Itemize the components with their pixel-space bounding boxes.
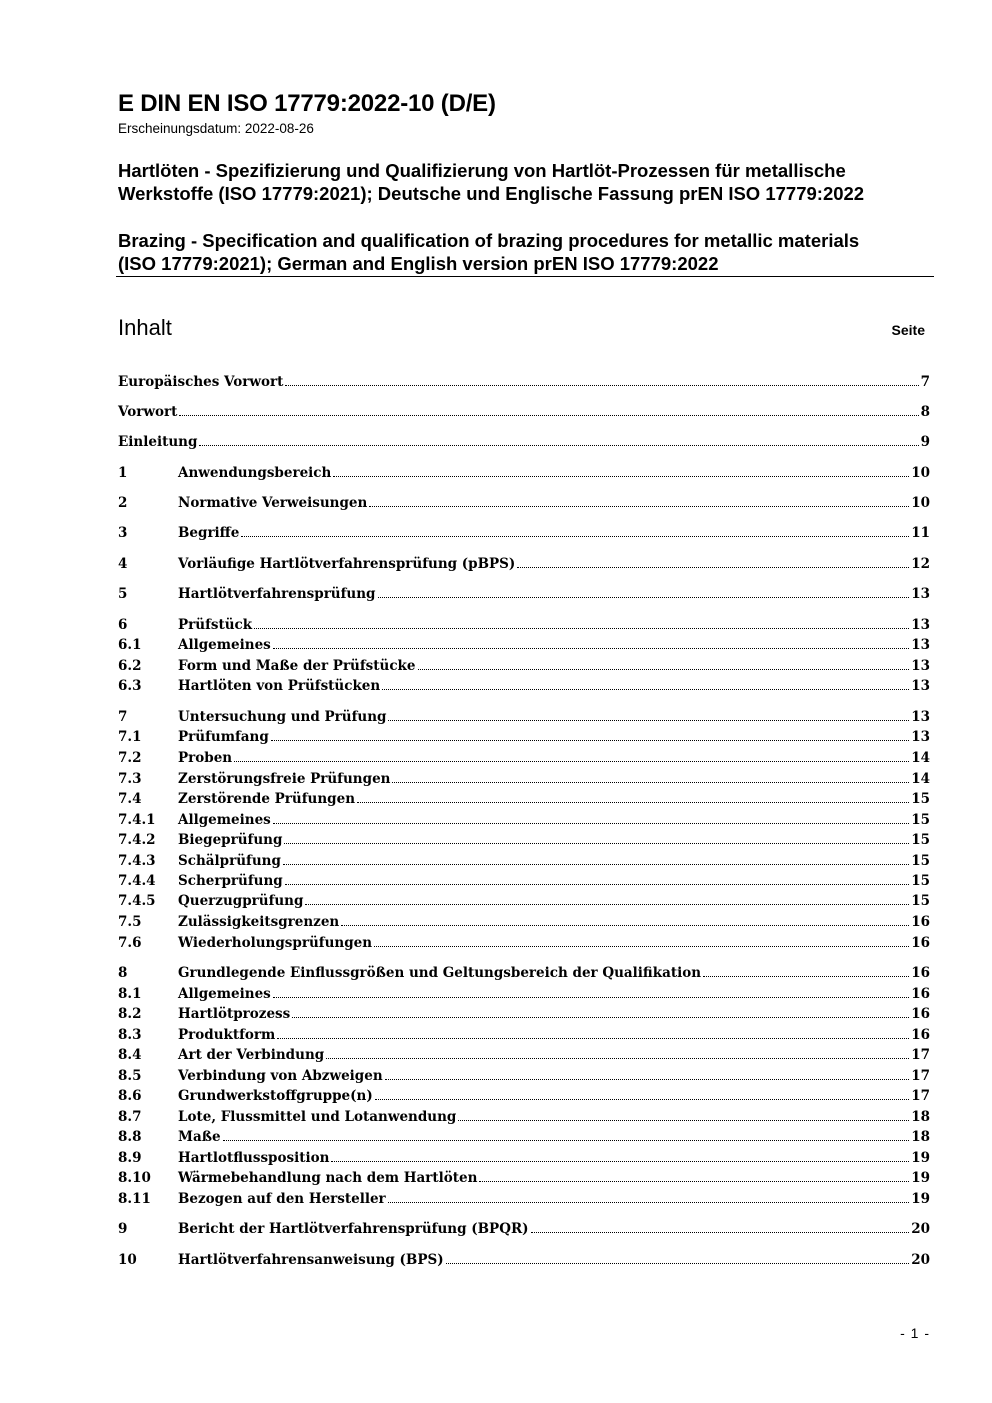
- toc-entry-number: 8.11: [118, 1191, 151, 1207]
- toc-entry[interactable]: [118, 748, 930, 768]
- toc-entry-number: 7.1: [118, 729, 142, 745]
- toc-entry-title: Anwendungsbereich: [178, 465, 332, 481]
- page-number: - 1 -: [900, 1325, 930, 1341]
- toc-dot-leader: [374, 945, 909, 947]
- toc-entry-title: Form und Maße der Prüfstücke: [178, 658, 416, 674]
- toc-entry-number: 8.10: [118, 1170, 151, 1186]
- toc-entry[interactable]: [118, 1066, 930, 1086]
- toc-entry-number: 8.5: [118, 1068, 142, 1084]
- toc-entry-number: 8.4: [118, 1047, 142, 1063]
- toc-dot-leader: [273, 822, 909, 824]
- toc-entry[interactable]: [118, 727, 930, 747]
- toc-dot-leader: [382, 688, 909, 690]
- toc-entry-page: 15: [911, 893, 930, 909]
- toc-entry[interactable]: [118, 769, 930, 789]
- toc-entry[interactable]: [118, 1086, 930, 1106]
- toc-dot-leader: [375, 1098, 909, 1100]
- toc-entry[interactable]: [118, 402, 930, 422]
- toc-dot-leader: [517, 566, 909, 568]
- toc-entry-page: 9: [920, 434, 930, 450]
- toc-entry-page: 16: [911, 1006, 930, 1022]
- toc-entry-title: Produktform: [178, 1027, 276, 1043]
- toc-entry[interactable]: [118, 372, 930, 392]
- toc-dot-leader: [283, 863, 909, 865]
- toc-entry-title: Bericht der Hartlötverfahrensprüfung (BPQR): [178, 1221, 529, 1237]
- toc-entry-title: Querzugprüfung: [178, 893, 304, 909]
- toc-entry-title: Schälprüfung: [178, 853, 281, 869]
- toc-entry[interactable]: [118, 851, 930, 871]
- toc-entry-page: 16: [911, 935, 930, 951]
- toc-entry-title: Einleitung: [118, 434, 198, 450]
- toc-entry-page: 13: [911, 586, 930, 602]
- toc-entry-page: 10: [911, 495, 930, 511]
- toc-dot-leader: [388, 1201, 910, 1203]
- toc-entry[interactable]: [118, 676, 930, 696]
- toc-entry-page: 15: [911, 791, 930, 807]
- toc-dot-leader: [285, 883, 909, 885]
- toc-entry-title: Verbindung von Abzweigen: [178, 1068, 383, 1084]
- toc-entry-title: Prüfstück: [178, 617, 253, 633]
- toc-dot-leader: [479, 1180, 909, 1182]
- toc-entry-number: 7: [118, 709, 128, 725]
- toc-dot-leader: [254, 627, 909, 629]
- title-german-line: Werkstoffe (ISO 17779:2021); Deutsche und Englische Fassung prEN ISO 17779:2022: [118, 183, 865, 204]
- toc-entry[interactable]: [118, 933, 930, 953]
- toc-entry-page: 14: [911, 771, 930, 787]
- toc-entry-number: 10: [118, 1252, 137, 1268]
- toc-entry-number: 6.3: [118, 678, 142, 694]
- toc-entry[interactable]: [118, 584, 930, 604]
- toc-entry[interactable]: [118, 1127, 930, 1147]
- title-english-line: Brazing - Specification and qualification of brazing procedures for metallic materials: [118, 230, 860, 251]
- toc-entry-page: 19: [911, 1150, 930, 1166]
- toc-entry-number: 7.4: [118, 791, 142, 807]
- toc-dot-leader: [703, 975, 909, 977]
- toc-entry-title: Hartlotflussposition: [178, 1150, 330, 1166]
- toc-entry-number: 7.4.5: [118, 893, 156, 909]
- toc-entry-title: Hartlötverfahrensprüfung: [178, 586, 376, 602]
- toc-entry-page: 13: [911, 729, 930, 745]
- toc-entry-page: 13: [911, 709, 930, 725]
- toc-dot-leader: [458, 1119, 909, 1121]
- toc-entry-page: 13: [911, 678, 930, 694]
- toc-entry-number: 7.3: [118, 771, 142, 787]
- toc-entry-page: 20: [911, 1221, 930, 1237]
- toc-dot-leader: [234, 760, 909, 762]
- toc-entry-title: Scherprüfung: [178, 873, 283, 889]
- toc-entry-page: 7: [920, 374, 930, 390]
- toc-entry-page: 15: [911, 832, 930, 848]
- toc-dot-leader: [305, 903, 909, 905]
- toc-entry-page: 12: [911, 556, 930, 572]
- toc-entry-page: 17: [911, 1047, 930, 1063]
- toc-entry-title: Begriffe: [178, 525, 240, 541]
- toc-entry-number: 7.4.2: [118, 832, 156, 848]
- document-id: E DIN EN ISO 17779:2022-10 (D/E): [118, 90, 496, 117]
- toc-entry-title: Lote, Flussmittel und Lotanwendung: [178, 1109, 457, 1125]
- toc-entry-number: 3: [118, 525, 128, 541]
- toc-entry[interactable]: [118, 554, 930, 574]
- toc-dot-leader: [277, 1037, 909, 1039]
- toc-page-label: Seite: [891, 322, 925, 338]
- toc-entry-number: 6.1: [118, 637, 142, 653]
- toc-entry-page: 19: [911, 1170, 930, 1186]
- toc-entry-page: 20: [911, 1252, 930, 1268]
- toc-entry-page: 11: [911, 525, 930, 541]
- toc-entry-number: 8.8: [118, 1129, 142, 1145]
- toc-entry-title: Europäisches Vorwort: [118, 374, 284, 390]
- toc-entry[interactable]: [118, 615, 930, 635]
- toc-entry-number: 5: [118, 586, 128, 602]
- toc-entry-page: 13: [911, 658, 930, 674]
- toc-entry-number: 8: [118, 965, 128, 981]
- toc-entry[interactable]: [118, 871, 930, 891]
- toc-entry-number: 7.4.4: [118, 873, 156, 889]
- toc-entry-title: Hartlötprozess: [178, 1006, 291, 1022]
- toc-entry-page: 15: [911, 853, 930, 869]
- toc-entry-title: Grundwerkstoffgruppe(n): [178, 1088, 373, 1104]
- toc-entry-title: Allgemeines: [178, 812, 271, 828]
- toc-entry-number: 8.9: [118, 1150, 142, 1166]
- toc-entry-title: Allgemeines: [178, 637, 271, 653]
- toc-dot-leader: [326, 1057, 909, 1059]
- toc-entry-title: Zerstörungsfreie Prüfungen: [178, 771, 391, 787]
- toc-dot-leader: [392, 781, 909, 783]
- toc-entry-number: 6.2: [118, 658, 142, 674]
- toc-entry-number: 7.4.1: [118, 812, 156, 828]
- toc-entry-page: 16: [911, 1027, 930, 1043]
- toc-dot-leader: [179, 414, 918, 416]
- toc-entry-page: 18: [911, 1129, 930, 1145]
- toc-entry-title: Art der Verbindung: [178, 1047, 325, 1063]
- toc-dot-leader: [418, 668, 910, 670]
- title-english-line: (ISO 17779:2021); German and English version prEN ISO 17779:2022: [118, 253, 719, 274]
- title-german-line: Hartlöten - Spezifizierung und Qualifizierung von Hartlöt-Prozessen für metallische: [118, 160, 846, 181]
- toc-entry-number: 4: [118, 556, 128, 572]
- toc-dot-leader: [385, 1078, 910, 1080]
- toc-dot-leader: [273, 647, 909, 649]
- toc-dot-leader: [284, 842, 909, 844]
- toc-heading: Inhalt: [118, 315, 172, 340]
- toc-entry[interactable]: [118, 656, 930, 676]
- toc-entry[interactable]: [118, 891, 930, 911]
- publication-date: Erscheinungsdatum: 2022-08-26: [118, 121, 314, 136]
- toc-entry[interactable]: [118, 963, 930, 983]
- toc-dot-leader: [223, 1139, 910, 1141]
- toc-entry-title: Proben: [178, 750, 233, 766]
- toc-entry-title: Wärmebehandlung nach dem Hartlöten: [178, 1170, 478, 1186]
- toc-entry[interactable]: [118, 493, 930, 513]
- toc-entry-page: 15: [911, 873, 930, 889]
- toc-entry-number: 8.6: [118, 1088, 142, 1104]
- toc-entry-title: Normative Verweisungen: [178, 495, 368, 511]
- toc-entry-page: 17: [911, 1088, 930, 1104]
- toc-entry-title: Wiederholungsprüfungen: [178, 935, 373, 951]
- toc-entry[interactable]: [118, 1004, 930, 1024]
- toc-entry-title: Maße: [178, 1129, 221, 1145]
- toc-entry-page: 16: [911, 986, 930, 1002]
- toc-entry-page: 19: [911, 1191, 930, 1207]
- toc-entry-number: 8.2: [118, 1006, 142, 1022]
- toc-entry-page: 14: [911, 750, 930, 766]
- toc-entry[interactable]: [118, 830, 930, 850]
- toc-entry[interactable]: [118, 984, 930, 1004]
- toc-entry[interactable]: [118, 707, 930, 727]
- table-of-contents: [118, 0, 930, 1403]
- toc-entry-title: Grundlegende Einflussgrößen und Geltungsbereich der Qualifikation: [178, 965, 702, 981]
- toc-entry-page: 15: [911, 812, 930, 828]
- toc-entry-title: Untersuchung und Prüfung: [178, 709, 387, 725]
- toc-entry-number: 7.5: [118, 914, 142, 930]
- toc-entry[interactable]: [118, 463, 930, 483]
- toc-entry-number: 1: [118, 465, 128, 481]
- toc-entry-number: 7.6: [118, 935, 142, 951]
- toc-entry-number: 6: [118, 617, 128, 633]
- toc-entry-page: 17: [911, 1068, 930, 1084]
- toc-dot-leader: [369, 505, 909, 507]
- toc-entry[interactable]: [118, 810, 930, 830]
- toc-entry[interactable]: [118, 1250, 930, 1270]
- toc-dot-leader: [357, 801, 909, 803]
- toc-entry-page: 13: [911, 617, 930, 633]
- toc-entry-page: 18: [911, 1109, 930, 1125]
- toc-entry[interactable]: [118, 1107, 930, 1127]
- toc-entry-number: 2: [118, 495, 128, 511]
- toc-entry-number: 9: [118, 1221, 128, 1237]
- toc-dot-leader: [199, 444, 918, 446]
- toc-entry-page: 16: [911, 914, 930, 930]
- toc-entry-number: 8.7: [118, 1109, 142, 1125]
- toc-entry[interactable]: [118, 1189, 930, 1209]
- toc-dot-leader: [531, 1231, 910, 1233]
- toc-entry[interactable]: [118, 523, 930, 543]
- toc-dot-leader: [378, 596, 910, 598]
- toc-dot-leader: [241, 535, 909, 537]
- toc-entry-title: Zulässigkeitsgrenzen: [178, 914, 340, 930]
- toc-entry-title: Prüfumfang: [178, 729, 269, 745]
- toc-dot-leader: [271, 739, 909, 741]
- toc-dot-leader: [292, 1016, 909, 1018]
- toc-entry-title: Biegeprüfung: [178, 832, 283, 848]
- toc-entry-page: 16: [911, 965, 930, 981]
- toc-entry[interactable]: [118, 635, 930, 655]
- toc-dot-leader: [331, 1160, 909, 1162]
- toc-entry[interactable]: [118, 1219, 930, 1239]
- toc-dot-leader: [333, 475, 909, 477]
- toc-entry[interactable]: [118, 1168, 930, 1188]
- toc-entry-title: Hartlötverfahrensanweisung (BPS): [178, 1252, 444, 1268]
- toc-entry-title: Vorwort: [118, 404, 178, 420]
- toc-entry[interactable]: [118, 432, 930, 452]
- toc-entry[interactable]: [118, 912, 930, 932]
- toc-entry-title: Zerstörende Prüfungen: [178, 791, 356, 807]
- toc-entry-number: 7.2: [118, 750, 142, 766]
- toc-dot-leader: [446, 1262, 910, 1264]
- toc-entry[interactable]: [118, 1025, 930, 1045]
- toc-entry-page: 13: [911, 637, 930, 653]
- toc-entry-title: Bezogen auf den Hersteller: [178, 1191, 386, 1207]
- toc-entry-title: Vorläufige Hartlötverfahrensprüfung (pBPS): [178, 556, 516, 572]
- toc-dot-leader: [285, 384, 918, 386]
- toc-entry-page: 8: [920, 404, 930, 420]
- toc-entry[interactable]: [118, 1148, 930, 1168]
- toc-entry-number: 8.1: [118, 986, 142, 1002]
- toc-entry[interactable]: [118, 1045, 930, 1065]
- toc-entry-title: Allgemeines: [178, 986, 271, 1002]
- toc-entry-number: 8.3: [118, 1027, 142, 1043]
- toc-dot-leader: [273, 996, 909, 998]
- toc-dot-leader: [388, 719, 909, 721]
- toc-dot-leader: [341, 924, 909, 926]
- toc-entry-page: 10: [911, 465, 930, 481]
- toc-entry-number: 7.4.3: [118, 853, 156, 869]
- toc-entry-title: Hartlöten von Prüfstücken: [178, 678, 381, 694]
- toc-entry[interactable]: [118, 789, 930, 809]
